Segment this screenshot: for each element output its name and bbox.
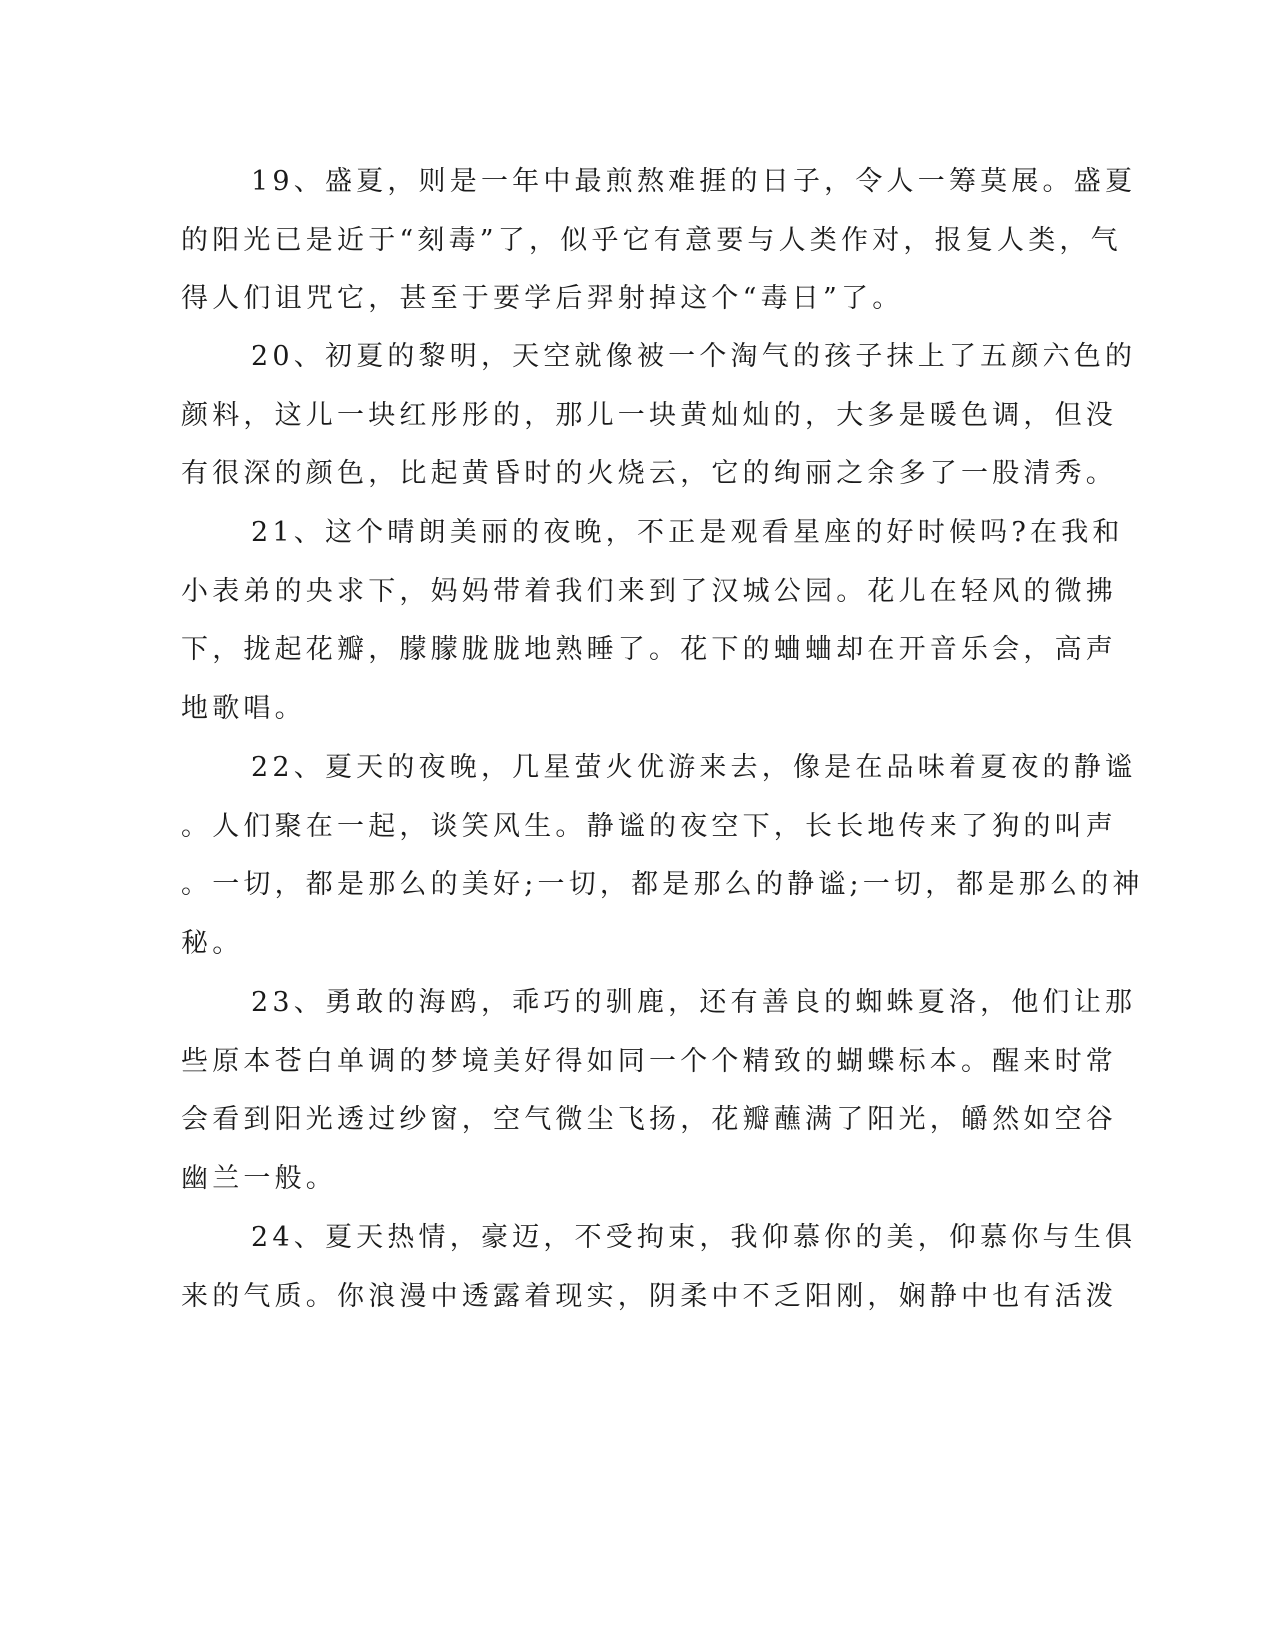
paragraph-23-line-2: 些原本苍白单调的梦境美好得如同一个个精致的蝴蝶标本。醒来时常 (181, 1046, 1117, 1077)
paragraph-23-line-4: 幽兰一般。 (181, 1163, 337, 1194)
paragraph-21-line-2: 小表弟的央求下，妈妈带着我们来到了汉城公园。花儿在轻风的微拂 (181, 576, 1117, 607)
paragraph-19-line-2: 的阳光已是近于“刻毒”了，似乎它有意要与人类作对，报复人类，气 (181, 225, 1122, 256)
paragraph-23-line-3: 会看到阳光透过纱窗，空气微尘飞扬，花瓣蘸满了阳光，皭然如空谷 (181, 1104, 1117, 1135)
paragraph-21-line-3: 下，拢起花瓣，朦朦胧胧地熟睡了。花下的蛐蛐却在开音乐会，高声 (181, 634, 1117, 665)
paragraph-22-line-3: 。一切，都是那么的美好;一切，都是那么的静谧;一切，都是那么的神 (181, 869, 1144, 900)
paragraph-19-line-1: 19、盛夏，则是一年中最煎熬难捱的日子，令人一筹莫展。盛夏 (251, 166, 1137, 197)
paragraph-24-line-1: 24、夏天热情，豪迈，不受拘束，我仰慕你的美，仰慕你与生俱 (251, 1222, 1137, 1253)
paragraph-22-line-1: 22、夏天的夜晚，几星萤火优游来去，像是在品味着夏夜的静谧 (251, 752, 1137, 783)
paragraph-22-line-4: 秘。 (181, 928, 244, 959)
paragraph-24-line-2: 来的气质。你浪漫中透露着现实，阴柔中不乏阳刚，娴静中也有活泼 (181, 1281, 1117, 1312)
paragraph-20-line-2: 颜料，这儿一块红彤彤的，那儿一块黄灿灿的，大多是暖色调，但没 (181, 400, 1117, 431)
paragraph-20-line-3: 有很深的颜色，比起黄昏时的火烧云，它的绚丽之余多了一股清秀。 (181, 458, 1117, 489)
paragraph-22-line-2: 。人们聚在一起，谈笑风生。静谧的夜空下，长长地传来了狗的叫声 (181, 811, 1117, 842)
paragraph-23-line-1: 23、勇敢的海鸥，乖巧的驯鹿，还有善良的蜘蛛夏洛，他们让那 (251, 987, 1137, 1018)
paragraph-20-line-1: 20、初夏的黎明，天空就像被一个淘气的孩子抹上了五颜六色的 (251, 341, 1137, 372)
paragraph-21-line-1: 21、这个晴朗美丽的夜晚，不正是观看星座的好时候吗?在我和 (251, 517, 1124, 548)
paragraph-19-line-3: 得人们诅咒它，甚至于要学后羿射掉这个“毒日”了。 (181, 283, 904, 314)
paragraph-21-line-4: 地歌唱。 (181, 693, 306, 724)
